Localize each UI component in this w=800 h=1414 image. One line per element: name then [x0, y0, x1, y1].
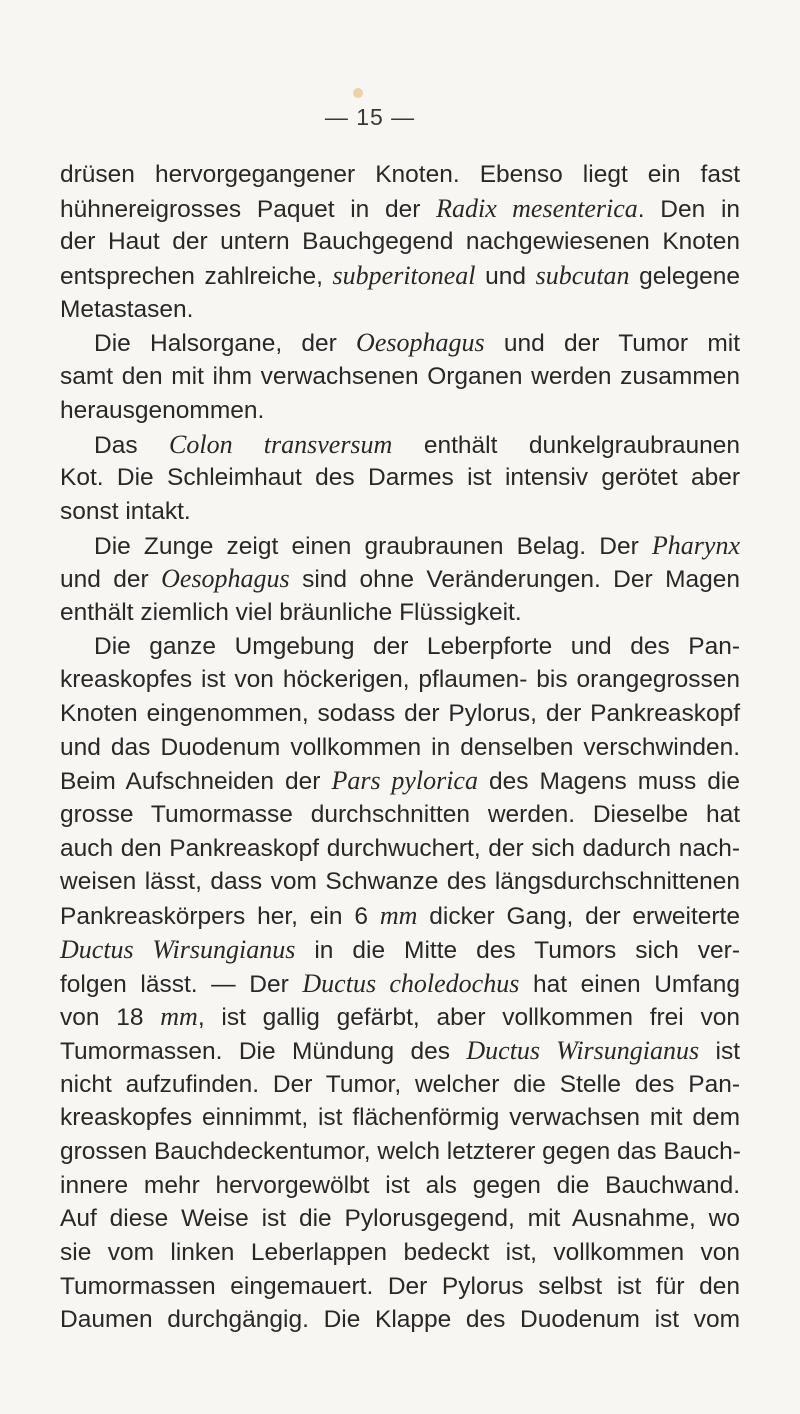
- text-line: [60, 1000, 740, 1034]
- text-segment: enthält dunkelgraubraunen: [392, 431, 740, 459]
- italic-term: Radix mesenterica: [436, 193, 638, 223]
- body-text: [60, 158, 740, 1337]
- italic-term: mm: [160, 1002, 198, 1032]
- text-line: [60, 865, 740, 899]
- text-line: [60, 630, 740, 664]
- text-line: [60, 1202, 740, 1236]
- text-segment: Pankreaskörpers her, ein 6: [60, 903, 380, 931]
- italic-term: Ductus Wirsungianus: [466, 1035, 700, 1065]
- text-segment: der Haut der untern Bauchgegend nachgewiesenen Knoten: [60, 228, 740, 256]
- text-segment: drüsen hervorgegangener Knoten. Ebenso liegt ein fast: [60, 161, 740, 188]
- text-line: [60, 899, 740, 933]
- text-line: [60, 596, 740, 630]
- text-line: [60, 1135, 740, 1169]
- text-segment: , ist gallig gefärbt, aber vollkommen frei von: [197, 1004, 740, 1032]
- text-segment: in die Mitte des Tumors sich ver-: [295, 936, 740, 964]
- italic-term: subcutan: [535, 261, 630, 291]
- text-segment: auch den Pankreaskopf durchwuchert, der sich dadurch nach-: [60, 834, 740, 862]
- text-segment: . Den in: [637, 195, 741, 223]
- text-line: [60, 529, 740, 563]
- text-segment: hat einen Umfang: [519, 970, 740, 998]
- text-segment: hühnereigrosses Paquet in der: [60, 195, 437, 223]
- text-segment: Auf diese Weise ist die Pylorusgegend, mit Ausnahme, wo: [60, 1205, 740, 1233]
- text-segment: Tumormassen. Die Mündung des: [60, 1037, 467, 1065]
- text-line: [60, 798, 740, 832]
- italic-term: Ductus choledochus: [302, 968, 520, 998]
- text-segment: und: [475, 263, 536, 291]
- text-segment: Beim Aufschneiden der: [60, 768, 332, 796]
- text-segment: Die Zunge zeigt einen graubraunen Belag. Der: [94, 532, 652, 560]
- text-segment: folgen lässt. — Der: [60, 970, 303, 998]
- text-line: [60, 192, 740, 226]
- text-segment: herausgenommen.: [60, 396, 265, 424]
- text-segment: nicht aufzufinden. Der Tumor, welcher die Stelle des Pan-: [60, 1070, 740, 1098]
- text-segment: Metastasen.: [60, 295, 194, 323]
- italic-term: Pars pylorica: [331, 766, 478, 796]
- text-segment: Das: [94, 431, 170, 459]
- text-line: [60, 293, 740, 327]
- text-segment: kreaskopfes einnimmt, ist flächenförmig verwachsen mit dem: [60, 1104, 740, 1132]
- text-line: [60, 495, 740, 529]
- italic-term: Oesophagus: [161, 564, 290, 594]
- text-segment: und der: [60, 566, 162, 594]
- text-segment: gelegene: [629, 263, 740, 291]
- text-segment: Die Halsorgane, der: [94, 330, 357, 358]
- italic-term: Oesophagus: [356, 328, 485, 358]
- text-segment: dicker Gang, der erweiterte: [417, 903, 740, 931]
- text-line: [60, 764, 740, 798]
- text-segment: sie vom linken Leberlappen bedeckt ist, vollkommen von: [60, 1239, 740, 1266]
- text-line: [60, 326, 740, 360]
- text-line: [60, 225, 740, 259]
- text-line: [60, 1236, 740, 1270]
- text-line: [60, 394, 740, 428]
- text-segment: entsprechen zahlreiche,: [60, 263, 333, 291]
- text-segment: von 18: [60, 1004, 161, 1032]
- text-line: [60, 663, 740, 697]
- text-segment: Daumen durchgängig. Die Klappe des Duodenum ist vom: [60, 1306, 740, 1334]
- text-segment: Tumormassen eingemauert. Der Pylorus selbst ist für den: [60, 1272, 740, 1300]
- italic-term: Colon transversum: [169, 429, 393, 459]
- italic-term: Pharynx: [651, 530, 740, 560]
- text-segment: sonst intakt.: [60, 497, 191, 525]
- text-segment: samt den mit ihm verwachsenen Organen werden zusammen: [60, 363, 740, 391]
- text-line: [60, 832, 740, 866]
- text-segment: des Magens muss die: [477, 768, 741, 796]
- italic-term: mm: [379, 901, 418, 931]
- text-line: [60, 1068, 740, 1102]
- text-line: [60, 1303, 740, 1337]
- text-line: [60, 1270, 740, 1304]
- text-line: [60, 933, 740, 967]
- text-segment: ist: [699, 1037, 740, 1065]
- italic-term: Ductus Wirsungianus: [60, 934, 296, 964]
- text-segment: kreaskopfes ist von höckerigen, pflaumen- bis orangegrossen: [60, 666, 740, 694]
- text-segment: Kot. Die Schleimhaut des Darmes ist intensiv gerötet aber: [60, 464, 740, 492]
- italic-term: subperitoneal: [332, 261, 476, 291]
- text-segment: grosse Tumormasse durchschnitten werden. Dieselbe hat: [60, 801, 740, 829]
- text-line: [60, 428, 740, 462]
- page-number: — 15 —: [324, 104, 416, 130]
- text-segment: innere mehr hervorgewölbt ist als gegen die Bauchwand.: [60, 1171, 740, 1199]
- text-segment: weisen lässt, dass vom Schwanze des längsdurchschnittenen: [60, 868, 740, 896]
- text-line: [60, 1101, 740, 1135]
- text-segment: Die ganze Umgebung der Leberpforte und des Pan-: [94, 632, 740, 660]
- text-line: [60, 461, 740, 495]
- text-line: [60, 158, 740, 192]
- text-segment: grossen Bauchdeckentumor, welch letzterer gegen das Bauch-: [60, 1137, 741, 1165]
- text-line: [60, 1034, 740, 1068]
- text-segment: Knoten eingenommen, sodass der Pylorus, der Pankreaskopf: [60, 700, 740, 727]
- text-line: [60, 562, 740, 596]
- text-segment: und das Duodenum vollkommen in denselben verschwinden.: [60, 733, 740, 761]
- text-line: [60, 967, 740, 1001]
- text-segment: enthält ziemlich viel bräunliche Flüssigkeit.: [60, 598, 522, 626]
- text-line: [60, 697, 740, 731]
- text-segment: sind ohne Veränderungen. Der Magen: [289, 566, 740, 594]
- ink-spot-mark: [353, 88, 363, 98]
- text-segment: und der Tumor mit: [484, 330, 741, 358]
- text-line: [60, 360, 740, 394]
- text-line: [60, 731, 740, 765]
- text-line: [60, 259, 740, 293]
- text-line: [60, 1169, 740, 1203]
